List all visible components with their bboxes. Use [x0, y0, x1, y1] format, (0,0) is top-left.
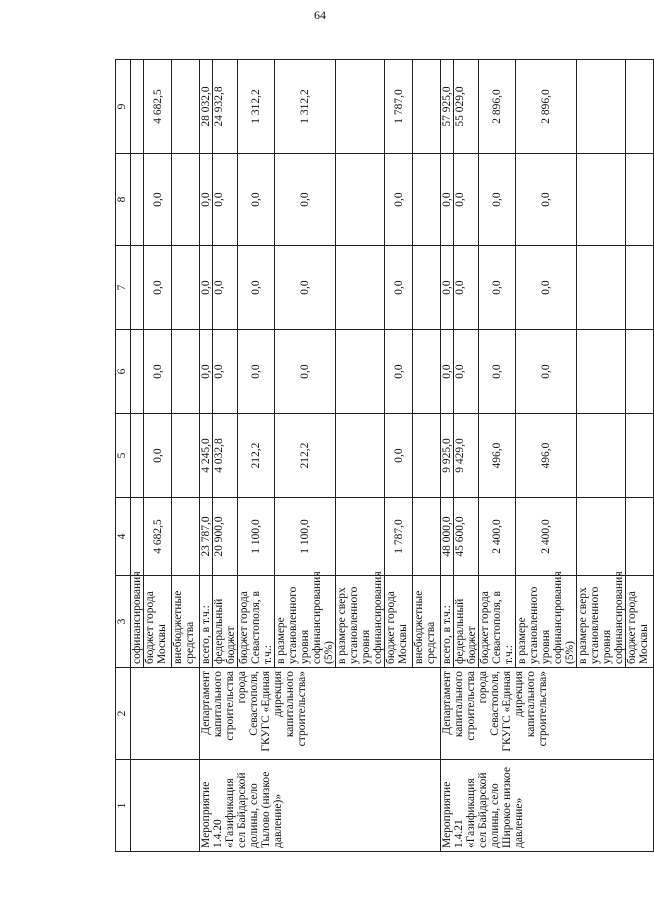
value-cell: 0,0	[238, 154, 275, 246]
table-row	[131, 60, 144, 852]
value-cell: 0,0	[479, 330, 516, 414]
value-cell: 0,0	[454, 330, 479, 414]
value-cell: 0,0	[441, 246, 454, 330]
empty-cell	[131, 668, 200, 760]
value-cell: 4 682,5	[144, 60, 172, 154]
table-row	[441, 60, 454, 852]
value-cell: 0,0	[441, 154, 454, 246]
value-cell: 1 100,0	[275, 498, 336, 576]
value-cell: 0,0	[275, 246, 336, 330]
value-cell: 0,0	[385, 246, 413, 330]
header-row	[116, 60, 131, 852]
funding-source-cell: в размере сверх установленного уровня софинансирования	[336, 576, 385, 668]
value-cell: 24 932,8	[213, 60, 238, 154]
value-cell: 9 429,0	[454, 414, 479, 498]
value-cell: 0,0	[516, 154, 577, 246]
value-cell: 212,2	[275, 414, 336, 498]
measure-name-cell: Мероприятие 1.4.21 «Газификация сел Байдарской долины, село Широкое низкое давление»	[441, 760, 654, 852]
header-cell: 4	[116, 498, 131, 576]
value-cell: 496,0	[516, 414, 577, 498]
value-cell: 1 312,2	[275, 60, 336, 154]
header-cell: 8	[116, 154, 131, 246]
value-cell: 0,0	[144, 330, 172, 414]
value-cell: 212,2	[238, 414, 275, 498]
value-cell: 0,0	[200, 154, 213, 246]
value-cell: 20 900,0	[213, 498, 238, 576]
funding-source-cell: бюджет города Севастополя, в т.ч.:	[479, 576, 516, 668]
value-cell: 0,0	[238, 330, 275, 414]
value-cell: 1 787,0	[385, 498, 413, 576]
value-cell: 496,0	[479, 414, 516, 498]
funding-source-cell: бюджет города Москвы	[626, 576, 654, 668]
value-cell: 0,0	[213, 330, 238, 414]
value-cell: 0,0	[385, 154, 413, 246]
funding-source-cell: бюджет города Москвы	[144, 576, 172, 668]
funding-source-cell: в размере установленного уровня софинансирования (5%)	[275, 576, 336, 668]
page-number: 64	[314, 8, 326, 22]
value-cell: 28 032,0	[200, 60, 213, 154]
funding-source-cell: бюджет города Севастополя, в т.ч.:	[238, 576, 275, 668]
value-cell: 23 787,0	[200, 498, 213, 576]
value-cell: 57 925,0	[441, 60, 454, 154]
measure-name-cell: Мероприятие 1.4.20 «Газификация сел Байдарской долины, село Тылово (низкое давление)»	[200, 760, 441, 852]
funding-source-cell: внебюджетные средства	[413, 576, 441, 668]
value-cell: 0,0	[454, 246, 479, 330]
value-cell: 0,0	[275, 330, 336, 414]
value-cell: 2 896,0	[479, 60, 516, 154]
funding-source-cell: в размере установленного уровня софинансирования (5%)	[516, 576, 577, 668]
funding-source-cell: бюджет города Москвы	[385, 576, 413, 668]
funding-table	[115, 59, 654, 852]
header-cell: 2	[116, 668, 131, 760]
value-cell: 2 400,0	[516, 498, 577, 576]
funding-source-cell: в размере сверх установленного уровня софинансирования	[577, 576, 626, 668]
funding-source-cell: федеральный бюджет	[454, 576, 479, 668]
value-cell: 55 029,0	[454, 60, 479, 154]
value-cell: 2 896,0	[516, 60, 577, 154]
header-cell: 7	[116, 246, 131, 330]
empty-cell	[131, 760, 200, 852]
value-cell: 48 000,0	[441, 498, 454, 576]
executor-cell: Департамент капитального строительства города Севастополя, ГКУГС «Единая дирекция капитального строительства»	[200, 668, 441, 760]
value-cell: 0,0	[516, 330, 577, 414]
value-cell: 4 245,0	[200, 414, 213, 498]
value-cell: 1 312,2	[238, 60, 275, 154]
value-cell: 0,0	[213, 246, 238, 330]
value-cell: 1 100,0	[238, 498, 275, 576]
value-cell: 0,0	[238, 246, 275, 330]
value-cell: 0,0	[441, 330, 454, 414]
executor-cell: Департамент капитального строительства города Севастополя, ГКУГС «Единая дирекция капитального строительства»	[441, 668, 654, 760]
header-cell: 6	[116, 330, 131, 414]
value-cell: 1 787,0	[385, 60, 413, 154]
value-cell: 0,0	[144, 414, 172, 498]
value-cell: 45 600,0	[454, 498, 479, 576]
value-cell: 0,0	[275, 154, 336, 246]
funding-source-cell: всего, в т.ч.:	[200, 576, 213, 668]
value-cell: 0,0	[200, 330, 213, 414]
value-cell: 4 032,8	[213, 414, 238, 498]
value-cell: 0,0	[213, 154, 238, 246]
value-cell: 0,0	[144, 154, 172, 246]
funding-source-cell: всего, в т.ч.:	[441, 576, 454, 668]
rotated-table-container	[115, 60, 650, 852]
value-cell: 4 682,5	[144, 498, 172, 576]
table-row	[200, 60, 213, 852]
header-cell: 5	[116, 414, 131, 498]
value-cell: 0,0	[516, 246, 577, 330]
funding-source-cell: софинансирования	[131, 576, 144, 668]
header-cell: 3	[116, 576, 131, 668]
value-cell: 0,0	[454, 154, 479, 246]
header-cell: 9	[116, 60, 131, 154]
value-cell: 2 400,0	[479, 498, 516, 576]
value-cell: 0,0	[144, 246, 172, 330]
value-cell: 9 925,0	[441, 414, 454, 498]
value-cell: 0,0	[479, 246, 516, 330]
value-cell: 0,0	[385, 330, 413, 414]
value-cell: 0,0	[385, 414, 413, 498]
funding-source-cell: внебюджетные средства	[172, 576, 200, 668]
value-cell: 0,0	[200, 246, 213, 330]
funding-source-cell: федеральный бюджет	[213, 576, 238, 668]
header-cell: 1	[116, 760, 131, 852]
value-cell: 0,0	[479, 154, 516, 246]
